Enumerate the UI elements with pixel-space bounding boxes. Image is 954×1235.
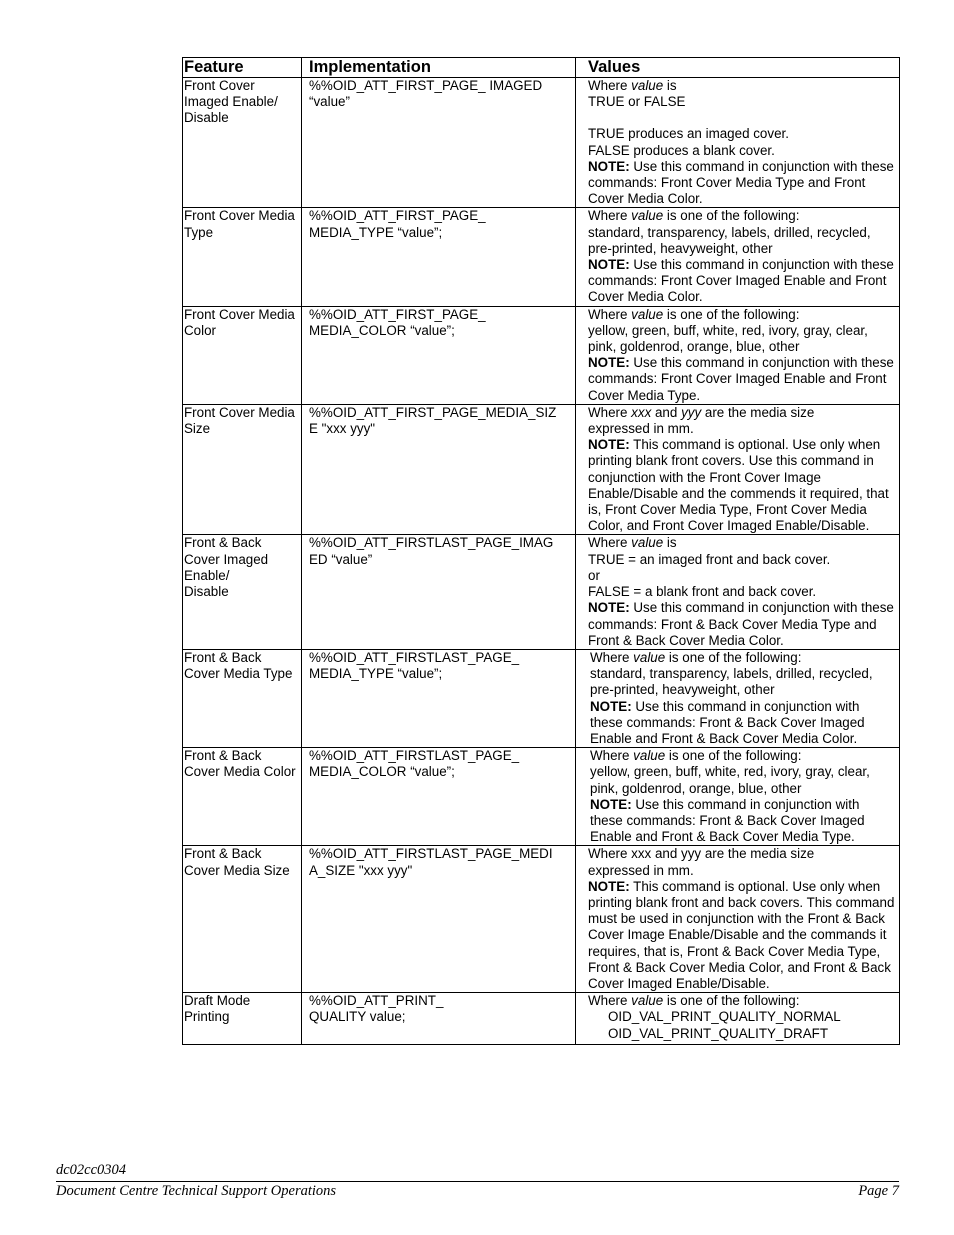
feature-line: Enable/ [184, 567, 230, 583]
values-line: standard, transparency, labels, drilled, recycled, [588, 224, 871, 240]
values-note: NOTE: Use this command in conjunction with these commands: Front & Back Cover Imaged Enable and Front & Back Cover Media Color. [590, 698, 865, 746]
implementation-line: E "xxx yyy" [309, 421, 376, 437]
values-line: yellow, green, buff, white, red, ivory, gray, clear, [588, 322, 868, 338]
table-row [183, 649, 900, 747]
feature-line: Type [184, 224, 214, 240]
feature-line: Imaged Enable/ [184, 94, 278, 110]
table-row [183, 846, 900, 993]
implementation-cell [302, 748, 576, 846]
values-cell [576, 649, 900, 747]
implementation-line: MEDIA_COLOR “value”; [309, 764, 455, 780]
feature-table [182, 57, 900, 1045]
feature-line: Front Cover Media [184, 306, 295, 322]
feature-line: Disable [184, 110, 229, 126]
feature-cell [183, 649, 302, 747]
values-line: pre-printed, heavyweight, other [590, 682, 775, 698]
feature-line: Cover Imaged [184, 551, 269, 567]
values-cell [576, 748, 900, 846]
implementation-cell [302, 993, 576, 1044]
feature-line: Disable [184, 584, 229, 600]
header-feature: Feature [183, 58, 302, 78]
feature-line: Front & Back [184, 846, 262, 862]
feature-line: Front Cover Media [184, 404, 295, 420]
feature-cell [183, 404, 302, 535]
feature-line: Printing [184, 1009, 230, 1025]
feature-line: Front & Back [184, 535, 262, 551]
implementation-cell [302, 535, 576, 649]
table-row [183, 748, 900, 846]
values-note: NOTE: Use this command in conjunction with these commands: Front Cover Imaged Enable and Front Cover Media Type. [588, 355, 894, 403]
implementation-line: %%OID_ATT_FIRSTLAST_PAGE_IMAG [309, 535, 554, 551]
values-intro: Where value is [588, 78, 677, 93]
header-values: Values [576, 58, 900, 78]
implementation-line: ED “value” [309, 551, 373, 567]
feature-line: Color [184, 322, 216, 338]
values-line: standard, transparency, labels, drilled, recycled, [590, 666, 873, 682]
implementation-line: %%OID_ATT_FIRST_PAGE_ [309, 208, 486, 224]
implementation-cell [302, 306, 576, 404]
feature-cell [183, 306, 302, 404]
table-row [183, 306, 900, 404]
implementation-line: %%OID_ATT_FIRST_PAGE_ IMAGED [309, 78, 543, 93]
values-line: TRUE = an imaged front and back cover. [588, 551, 831, 567]
implementation-line: %%OID_ATT_FIRSTLAST_PAGE_ [309, 649, 520, 665]
values-intro: Where value is one of the following: [588, 208, 800, 224]
feature-cell [183, 748, 302, 846]
implementation-cell [302, 78, 576, 208]
values-line: pink, goldenrod, orange, blue, other [590, 780, 802, 796]
values-note: NOTE: Use this command in conjunction with these commands: Front & Back Cover Imaged Enable and Front & Back Cover Media Type. [590, 796, 865, 845]
values-line: or [588, 567, 600, 583]
values-line: OID_VAL_PRINT_QUALITY_DRAFT [608, 1025, 829, 1041]
values-intro: Where value is [588, 535, 677, 551]
document-id: dc02cc0304 [56, 1162, 127, 1178]
values-note: NOTE: This command is optional. Use only when printing blank front covers. Use this command in conjunction with the Front Cover Image Enable/Disable and the commends it required, that is, Front Cover Media Type, Front Cover Media Color, and Front Cover Imaged Enable/Disable. [588, 437, 889, 534]
page-number: Page 7 [858, 1183, 899, 1199]
values-line: TRUE or FALSE [588, 94, 686, 110]
values-line: FALSE = a blank front and back cover. [588, 584, 817, 600]
implementation-cell [302, 404, 576, 535]
implementation-line: %%OID_ATT_FIRSTLAST_PAGE_MEDI [309, 846, 553, 862]
values-line: pink, goldenrod, orange, blue, other [588, 339, 800, 355]
values-line: yellow, green, buff, white, red, ivory, gray, clear, [590, 764, 870, 780]
table-row [183, 208, 900, 306]
values-intro: Where value is one of the following: [590, 748, 802, 764]
values-line: OID_VAL_PRINT_QUALITY_NORMAL [608, 1009, 841, 1025]
values-intro: Where value is one of the following: [588, 993, 800, 1009]
implementation-line: A_SIZE "xxx yyy" [309, 862, 413, 878]
implementation-line: MEDIA_TYPE “value”; [309, 666, 443, 682]
feature-cell [183, 993, 302, 1044]
feature-line: Cover Media Type [184, 666, 293, 682]
implementation-line: %%OID_ATT_FIRSTLAST_PAGE_ [309, 748, 520, 764]
footer-divider [56, 1181, 899, 1182]
implementation-line: QUALITY value; [309, 1009, 406, 1025]
values-line: pre-printed, heavyweight, other [588, 240, 773, 256]
implementation-line: %%OID_ATT_PRINT_ [309, 993, 444, 1009]
implementation-line: MEDIA_COLOR “value”; [309, 322, 455, 338]
implementation-cell [302, 846, 576, 993]
values-cell [576, 208, 900, 306]
values-intro: Where value is one of the following: [588, 306, 800, 322]
table-header-row [183, 58, 900, 78]
implementation-line: “value” [309, 94, 350, 110]
values-note: NOTE: Use this command in conjunction with these commands: Front Cover Imaged Enable and Front Cover Media Color. [588, 257, 894, 305]
feature-line: Size [184, 421, 211, 437]
feature-line: Front & Back [184, 748, 262, 764]
feature-line: Front Cover Media [184, 208, 295, 224]
feature-line: Draft Mode [184, 993, 251, 1009]
table-row [183, 404, 900, 535]
values-line: expressed in mm. [588, 421, 694, 437]
feature-cell [183, 535, 302, 649]
feature-line: Cover Media Size [184, 862, 290, 878]
feature-cell [183, 208, 302, 306]
values-line: FALSE produces a blank cover. [588, 142, 775, 158]
values-cell [576, 404, 900, 535]
values-note: NOTE: Use this command in conjunction with these commands: Front & Back Cover Media Type and Front & Back Cover Media Color. [588, 600, 894, 648]
table-row [183, 993, 900, 1044]
values-note: NOTE: This command is optional. Use only when printing blank front and back covers. This command must be used in conjunction with the Front & Back Cover Image Enable/Disable and the commands it requires, that is, Front & Back Cover Media Type, Front & Back Cover Media Color, and Front & Back Cover Imaged Enable/Disable. [588, 878, 895, 991]
values-intro: Where value is one of the following: [590, 649, 802, 665]
footer-bar [56, 1183, 899, 1200]
header-implementation: Implementation [302, 58, 576, 78]
values-cell [576, 535, 900, 649]
values-cell [576, 78, 900, 208]
values-line: expressed in mm. [588, 862, 694, 878]
feature-line: Front Cover [184, 78, 255, 93]
table-row [183, 535, 900, 649]
values-cell [576, 846, 900, 993]
document-title: Document Centre Technical Support Operations [56, 1183, 337, 1199]
values-line: TRUE produces an imaged cover. [588, 126, 789, 142]
implementation-line: %%OID_ATT_FIRST_PAGE_ [309, 306, 486, 322]
values-cell [576, 993, 900, 1044]
feature-cell [183, 78, 302, 208]
values-note: NOTE: Use this command in conjunction with these commands: Front Cover Media Type and Front Cover Media Color. [588, 158, 894, 207]
implementation-line: %%OID_ATT_FIRST_PAGE_MEDIA_SIZ [309, 404, 557, 420]
values-cell [576, 306, 900, 404]
implementation-cell [302, 649, 576, 747]
implementation-line: MEDIA_TYPE “value”; [309, 224, 443, 240]
values-intro: Where xxx and yyy are the media size [588, 846, 815, 862]
implementation-cell [302, 208, 576, 306]
feature-line: Cover Media Color [184, 764, 296, 780]
table-row [183, 78, 900, 208]
feature-line: Front & Back [184, 649, 262, 665]
feature-cell [183, 846, 302, 993]
values-intro: Where xxx and yyy are the media size [588, 404, 815, 420]
